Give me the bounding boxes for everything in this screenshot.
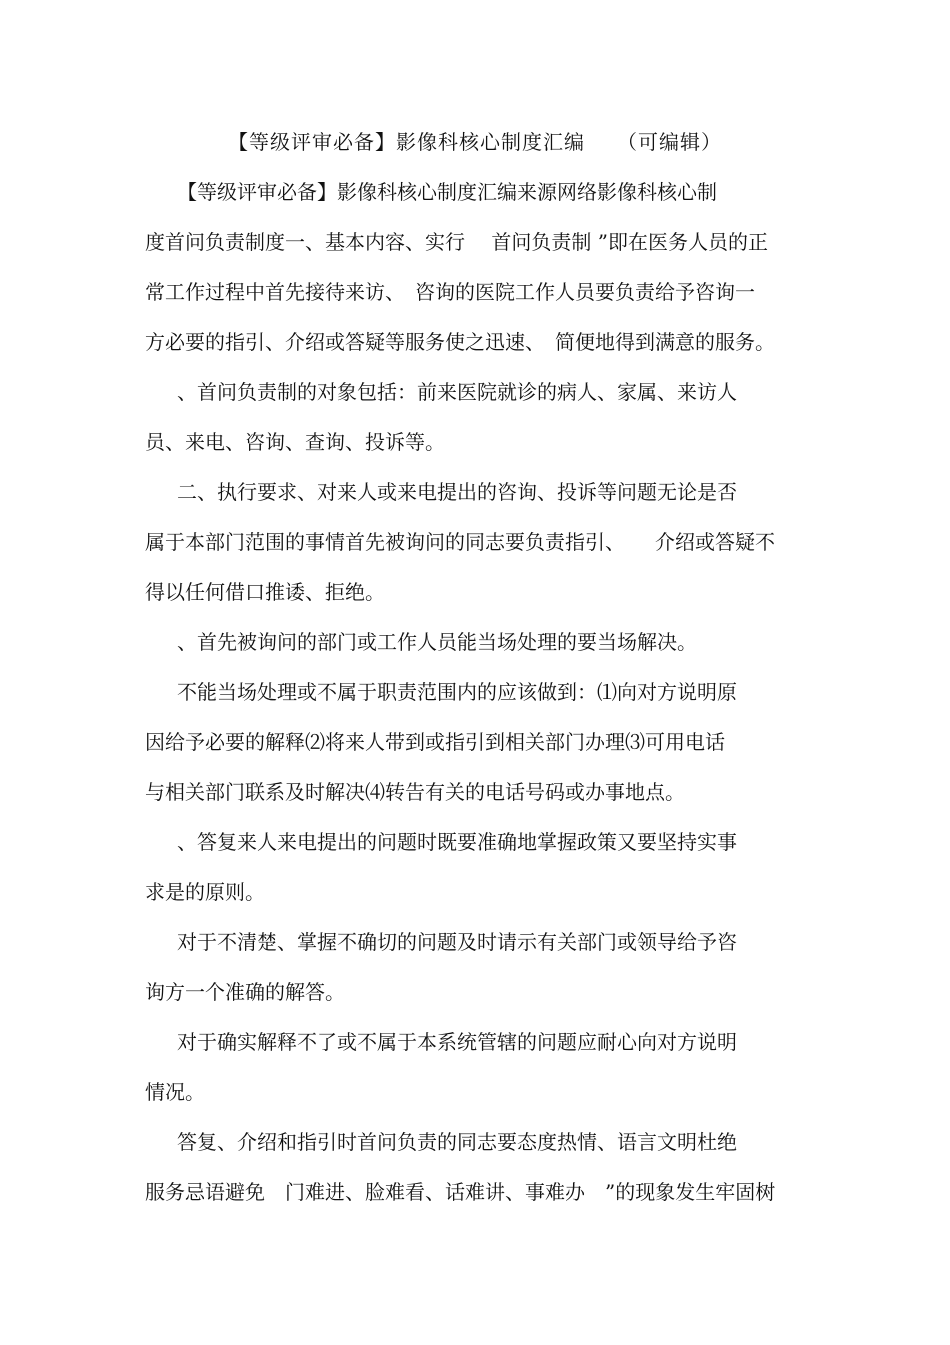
text-line: 、首问负责制的对象包括：前来医院就诊的病人、家属、来访人 [177,380,737,404]
text-line: 因给予必要的解释⑵将来人带到或指引到相关部门办理⑶可用电话 [145,730,725,754]
text-line: 、答复来人来电提出的问题时既要准确地掌握政策又要坚持实事 [177,830,737,854]
text-line: 得以任何借口推诿、拒绝。 [145,580,385,604]
text-line: 属于本部门范围的事情首先被询问的同志要负责指引、 介绍或答疑不 [145,530,775,554]
text-line: 【等级评审必备】影像科核心制度汇编来源网络影像科核心制 [177,180,717,204]
text-line: 方必要的指引、介绍或答疑等服务使之迅速、 简便地得到满意的服务。 [145,330,775,354]
document-title: 【等级评审必备】影像科核心制度汇编 （可编辑） [228,130,722,154]
text-line: 服务忌语避免 门难进、脸难看、话难讲、事难办 ”的现象发生牢固树 [145,1180,776,1204]
text-line: 二、执行要求、对来人或来电提出的咨询、投诉等问题无论是否 [177,480,737,504]
text-line: 对于确实解释不了或不属于本系统管辖的问题应耐心向对方说明 [177,1030,737,1054]
text-line: 常工作过程中首先接待来访、 咨询的医院工作人员要负责给予咨询一 [145,280,755,304]
text-line: 、首先被询问的部门或工作人员能当场处理的要当场解决。 [177,630,697,654]
text-line: 询方一个准确的解答。 [145,980,345,1004]
text-line: 与相关部门联系及时解决⑷转告有关的电话号码或办事地点。 [145,780,685,804]
text-line: 求是的原则。 [145,880,265,904]
text-line: 员、来电、咨询、查询、投诉等。 [145,430,445,454]
text-line: 情况。 [145,1080,205,1104]
text-line: 不能当场处理或不属于职责范围内的应该做到：⑴向对方说明原 [177,680,737,704]
text-line: 度首问负责制度一、基本内容、实行 首问负责制 ”即在医务人员的正 [145,230,768,254]
text-line: 对于不清楚、掌握不确切的问题及时请示有关部门或领导给予咨 [177,930,737,954]
text-line: 答复、介绍和指引时首问负责的同志要态度热情、语言文明杜绝 [177,1130,737,1154]
